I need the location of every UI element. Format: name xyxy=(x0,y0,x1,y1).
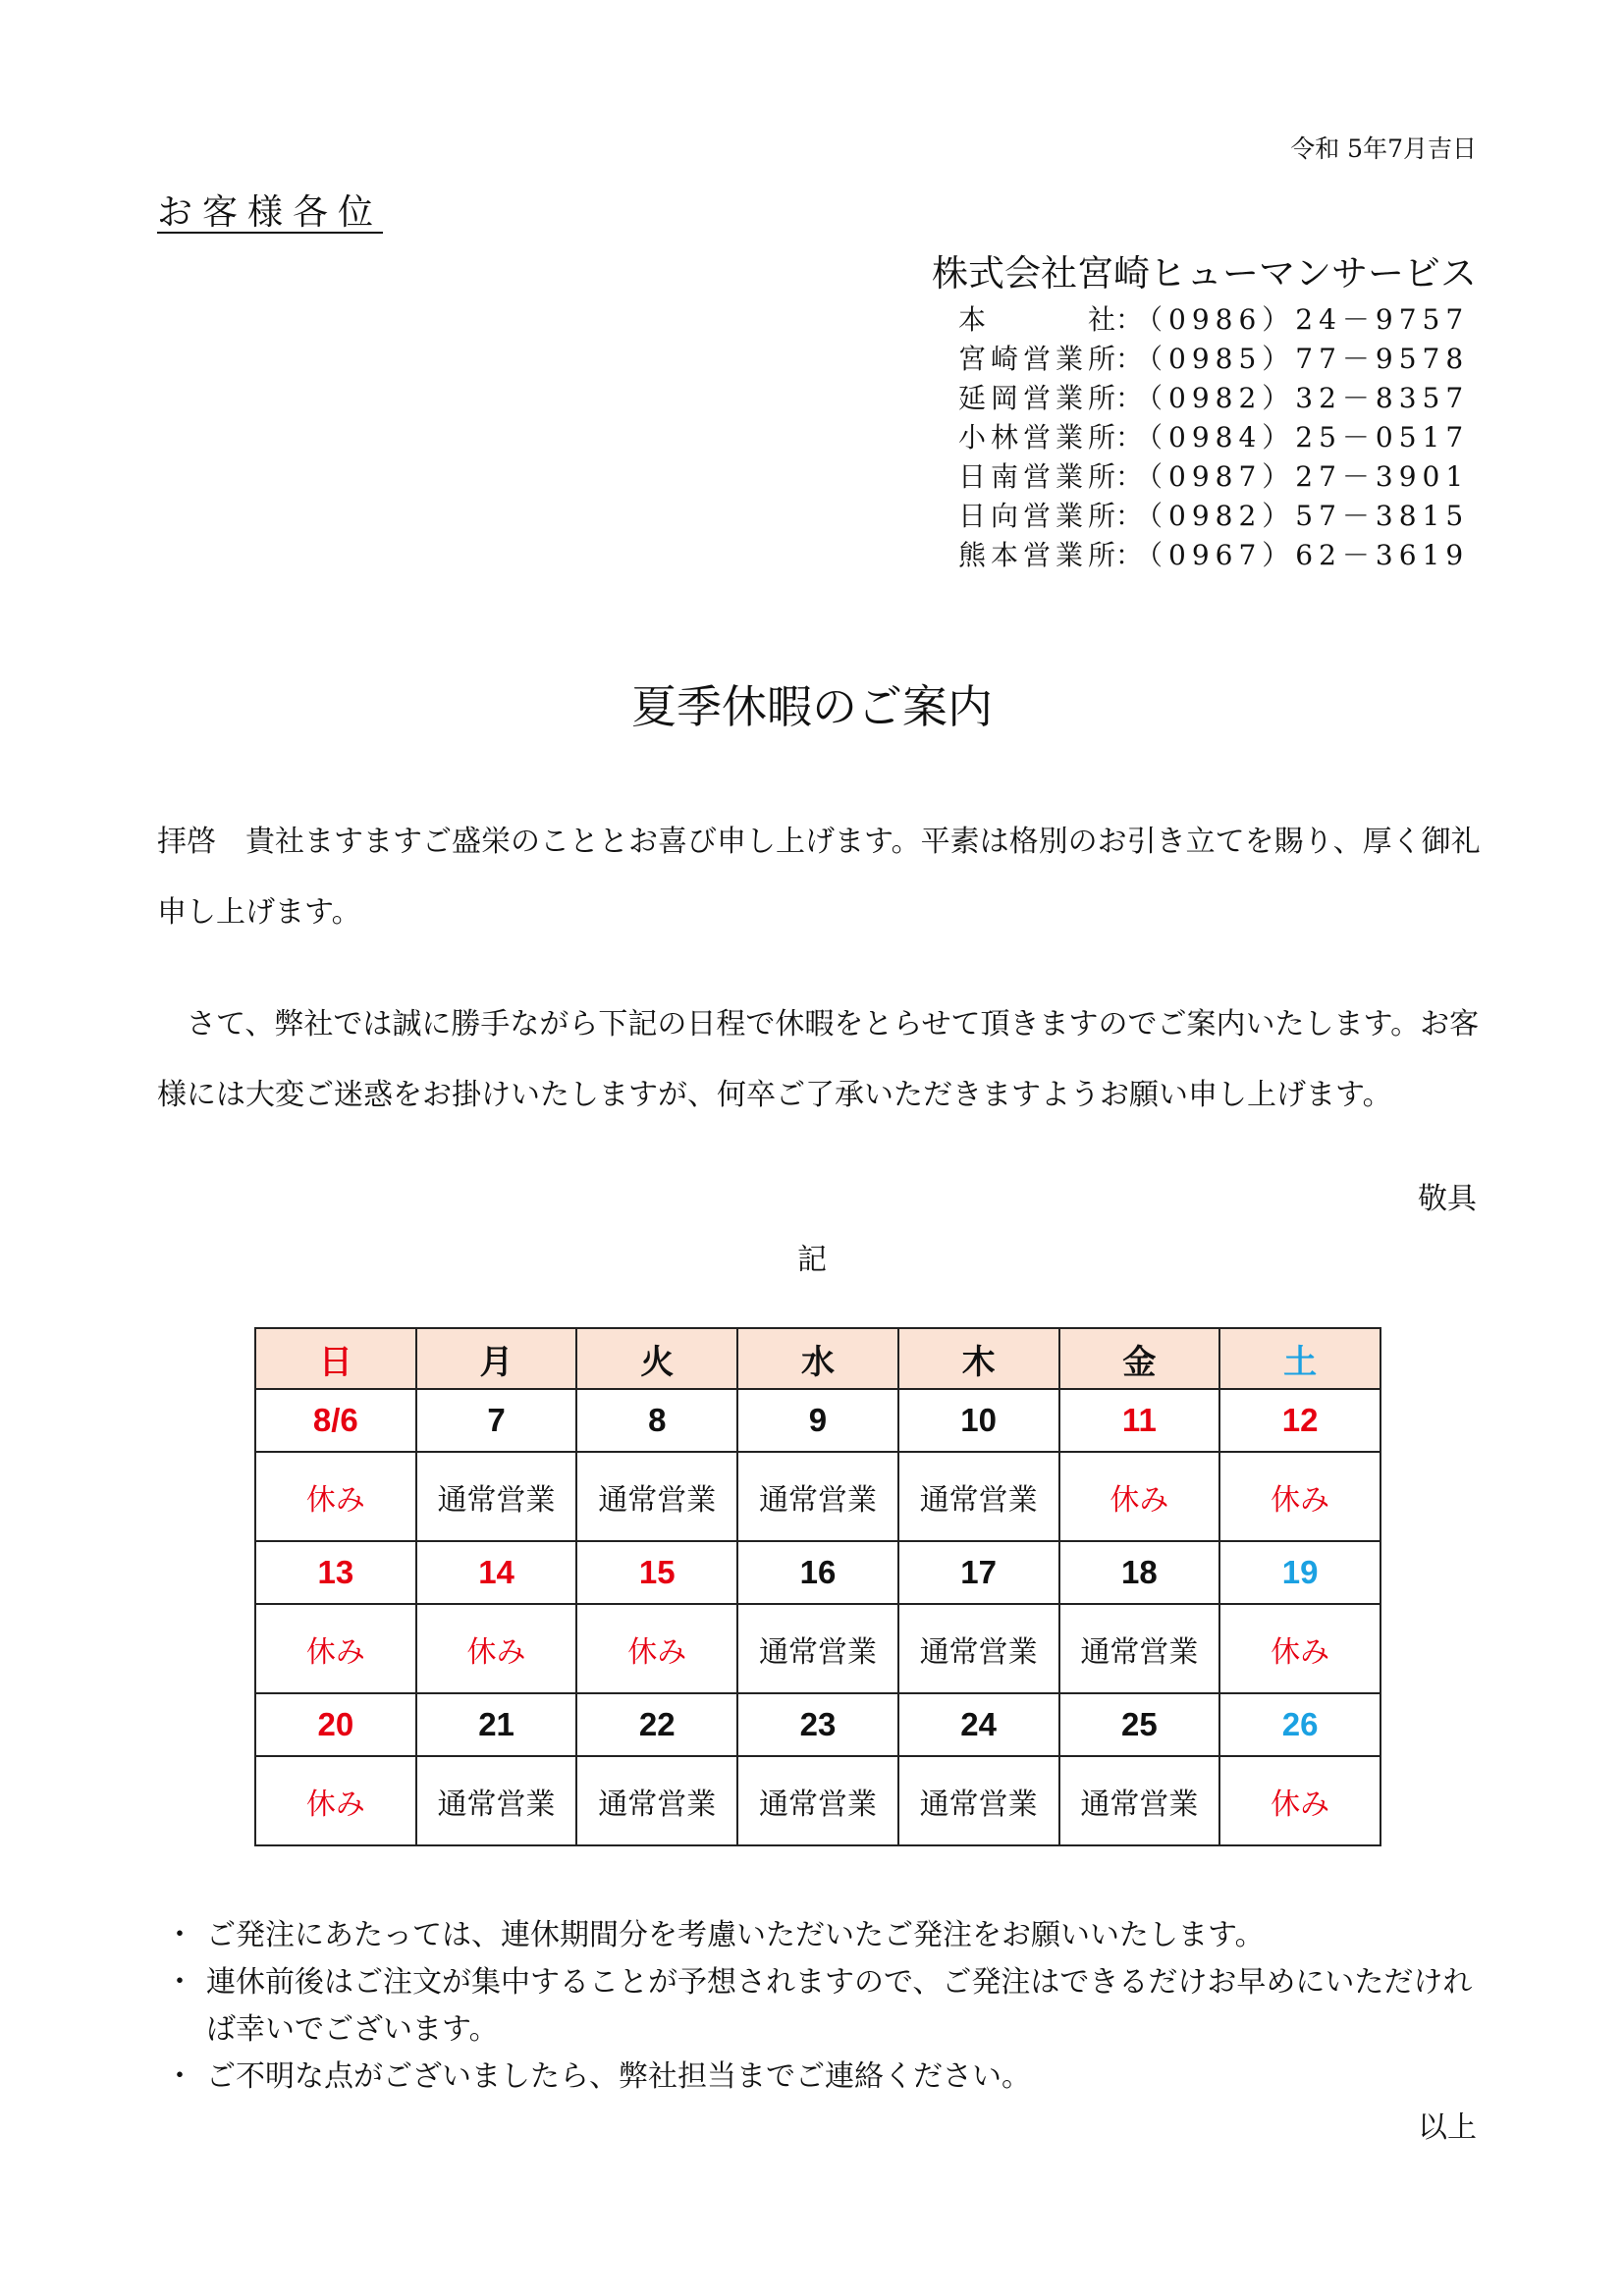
note-text: ご発注にあたっては、連休期間分を考慮いただいたご発注をお願いいたします。 xyxy=(206,1918,1265,1952)
date-cell: 23 xyxy=(737,1693,898,1756)
status-cell: 通常営業 xyxy=(737,1756,898,1845)
status-cell: 通常営業 xyxy=(416,1452,577,1541)
date-cell: 7 xyxy=(416,1389,577,1452)
status-cell: 通常営業 xyxy=(416,1756,577,1845)
contact-row xyxy=(958,455,1479,495)
note-item xyxy=(157,1912,1487,1959)
date-cell: 13 xyxy=(255,1541,416,1604)
date-cell: 18 xyxy=(1059,1541,1220,1604)
status-cell: 通常営業 xyxy=(898,1756,1059,1845)
contact-row xyxy=(958,495,1479,534)
weekday-thu: 木 xyxy=(898,1328,1059,1389)
greeting-paragraph: 拝啓 貴社ますますご盛栄のこととお喜び申し上げます。平素は格別のお引き立てを賜り、厚く御礼申し上げます。 xyxy=(157,825,1481,930)
status-cell: 休み xyxy=(416,1604,577,1693)
weekday-tue: 火 xyxy=(576,1328,737,1389)
date-cell: 20 xyxy=(255,1693,416,1756)
note-item xyxy=(157,2054,1487,2101)
weekday-mon: 月 xyxy=(416,1328,577,1389)
date-cell: 9 xyxy=(737,1389,898,1452)
weekday-wed: 水 xyxy=(737,1328,898,1389)
status-cell: 休み xyxy=(1219,1756,1380,1845)
status-cell: 通常営業 xyxy=(576,1756,737,1845)
status-cell: 通常営業 xyxy=(737,1604,898,1693)
office-name: 熊 本 営 業 所 xyxy=(958,539,1115,571)
weekday-sun: 日 xyxy=(255,1328,416,1389)
date-cell: 16 xyxy=(737,1541,898,1604)
date-cell: 25 xyxy=(1059,1693,1220,1756)
date-row xyxy=(255,1541,1380,1604)
ki-heading: 記 xyxy=(797,1243,827,1277)
separator: ： xyxy=(1115,303,1144,336)
notice-paragraph: さて、弊社では誠に勝手ながら下記の日程で休暇をとらせて頂きますのでご案内いたします。お客様には大変ご迷惑をお掛けいたしますが、何卒ご了承いただきますようお願い申し上げます。 xyxy=(157,1007,1480,1112)
weekday-fri: 金 xyxy=(1059,1328,1220,1389)
date-cell: 17 xyxy=(898,1541,1059,1604)
status-cell: 通常営業 xyxy=(1059,1756,1220,1845)
contact-row xyxy=(958,338,1479,377)
status-cell: 通常営業 xyxy=(898,1604,1059,1693)
date-cell: 14 xyxy=(416,1541,577,1604)
holiday-calendar xyxy=(254,1327,1381,1846)
phone-number: （0984）25－0517 xyxy=(1135,421,1470,454)
status-row xyxy=(255,1756,1380,1845)
calendar-body xyxy=(255,1389,1380,1845)
bullet: ・ xyxy=(165,1918,194,1952)
date-cell: 15 xyxy=(576,1541,737,1604)
status-cell: 通常営業 xyxy=(576,1452,737,1541)
date-cell: 8/6 xyxy=(255,1389,416,1452)
date-row xyxy=(255,1693,1380,1756)
date-cell: 21 xyxy=(416,1693,577,1756)
phone-number: （0967）62－3619 xyxy=(1135,539,1470,571)
phone-number: （0982）32－8357 xyxy=(1135,382,1470,414)
contact-row xyxy=(958,534,1479,573)
document-date: 令和 5年7月吉日 xyxy=(1290,134,1477,163)
notes-list xyxy=(157,1912,1487,2101)
status-cell: 休み xyxy=(1219,1452,1380,1541)
office-name: 小 林 営 業 所 xyxy=(958,421,1115,454)
separator: ： xyxy=(1115,421,1144,454)
separator: ： xyxy=(1115,460,1144,493)
end-mark: 以上 xyxy=(1418,2110,1477,2145)
phone-number: （0986）24－9757 xyxy=(1135,303,1470,336)
date-row xyxy=(255,1389,1380,1452)
date-cell: 22 xyxy=(576,1693,737,1756)
office-name: 日 向 営 業 所 xyxy=(958,500,1115,532)
status-row xyxy=(255,1452,1380,1541)
document-title: 夏季休暇のご案内 xyxy=(631,680,993,733)
separator: ： xyxy=(1115,343,1144,375)
company-name: 株式会社宮崎ヒューマンサービス xyxy=(932,252,1477,294)
status-cell: 休み xyxy=(255,1452,416,1541)
date-cell: 12 xyxy=(1219,1389,1380,1452)
note-text: 連休前後はご注文が集中することが予想されますので、ご発注はできるだけお早めにいただければ幸いでございます。 xyxy=(206,1965,1473,2047)
separator: ： xyxy=(1115,500,1144,532)
bullet: ・ xyxy=(165,1965,194,2000)
office-name: 日 南 営 業 所 xyxy=(958,460,1115,493)
status-cell: 通常営業 xyxy=(737,1452,898,1541)
weekday-sat: 土 xyxy=(1219,1328,1380,1389)
contact-row xyxy=(958,298,1479,338)
phone-number: （0982）57－3815 xyxy=(1135,500,1470,532)
phone-number: （0987）27－3901 xyxy=(1135,460,1470,493)
date-cell: 10 xyxy=(898,1389,1059,1452)
status-cell: 休み xyxy=(576,1604,737,1693)
date-cell: 11 xyxy=(1059,1389,1220,1452)
bullet: ・ xyxy=(165,2059,194,2094)
status-cell: 通常営業 xyxy=(1059,1604,1220,1693)
date-cell: 19 xyxy=(1219,1541,1380,1604)
status-cell: 休み xyxy=(255,1604,416,1693)
date-cell: 26 xyxy=(1219,1693,1380,1756)
separator: ： xyxy=(1115,539,1144,571)
separator: ： xyxy=(1115,382,1144,414)
status-cell: 休み xyxy=(1059,1452,1220,1541)
contact-row xyxy=(958,377,1479,416)
status-row xyxy=(255,1604,1380,1693)
date-cell: 8 xyxy=(576,1389,737,1452)
note-text: ご不明な点がございましたら、弊社担当までご連絡ください。 xyxy=(206,2059,1031,2094)
date-cell: 24 xyxy=(898,1693,1059,1756)
weekday-header-row xyxy=(255,1328,1380,1389)
phone-number: （0985）77－9578 xyxy=(1135,343,1470,375)
contact-row xyxy=(958,416,1479,455)
recipient-line: お客様各位 xyxy=(157,192,384,233)
closing-keigu: 敬具 xyxy=(1418,1182,1477,1216)
office-name: 本 社 xyxy=(958,303,1115,336)
office-name: 延 岡 営 業 所 xyxy=(958,382,1115,414)
status-cell: 休み xyxy=(255,1756,416,1845)
office-name: 宮 崎 営 業 所 xyxy=(958,343,1115,375)
note-item xyxy=(157,1959,1487,2054)
status-cell: 休み xyxy=(1219,1604,1380,1693)
contact-list xyxy=(958,298,1479,573)
status-cell: 通常営業 xyxy=(898,1452,1059,1541)
